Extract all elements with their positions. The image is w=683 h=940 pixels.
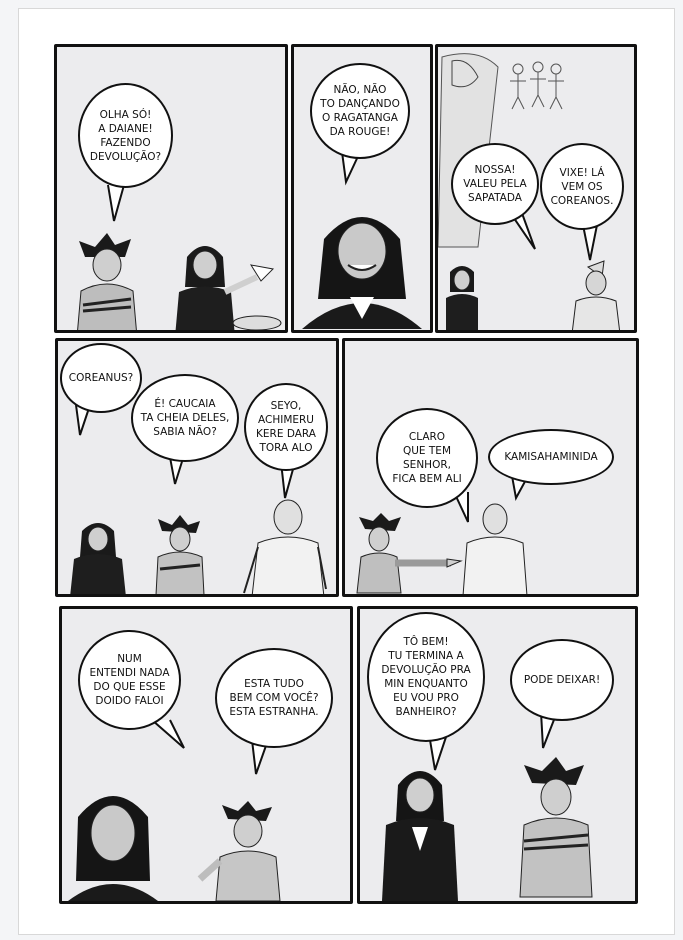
- speech-bubble: VIXE! LÁ VEM OS COREANOS.: [540, 143, 624, 230]
- speech-bubble: OLHA SÓ! A DAIANE! FAZENDO DEVOLUÇÃO?: [78, 83, 173, 188]
- bubble-tail: [148, 720, 188, 770]
- character-korean-man: [238, 497, 328, 597]
- character-daiane-holding-shoe: [165, 237, 285, 333]
- character-korean-man-arriving: [566, 259, 626, 333]
- character-boy-arms-crossed: [67, 227, 147, 333]
- speech-bubble: ESTA TUDO BEM COM VOCÊ? ESTA ESTRANHA.: [215, 648, 333, 748]
- panel-1: [54, 44, 288, 333]
- speech-bubble: PODE DEIXAR!: [510, 639, 614, 721]
- character-boy-shrugging: [194, 801, 304, 901]
- bubble-tail: [100, 185, 140, 235]
- speech-bubble: NÃO, NÃO TO DANÇANDO O RAGATANGA DA ROUGE!: [310, 63, 410, 159]
- character-daiane-small: [442, 262, 482, 332]
- speech-bubble: SEYO, ACHIMERU KERE DARA TORA ALO: [244, 383, 328, 471]
- speech-bubble: COREANUS?: [60, 343, 142, 413]
- speech-bubble: É! CAUCAIA TA CHEIA DELES, SABIA NÃO?: [131, 374, 239, 462]
- speech-bubble: CLARO QUE TEM SENHOR, FICA BEM ALI: [376, 408, 478, 508]
- character-daiane-standing: [68, 517, 128, 597]
- character-daiane-closeup: [302, 199, 422, 329]
- speech-bubble: KAMISAHAMINIDA: [488, 429, 614, 485]
- speech-bubble: NUM ENTENDI NADA DO QUE ESSE DOIDO FALOI: [78, 630, 181, 730]
- character-boy-pointing: [355, 513, 465, 593]
- speech-bubble: NOSSA! VALEU PELA SAPATADA: [451, 143, 539, 225]
- character-boy-arms-crossed: [150, 515, 210, 595]
- character-daiane-closeup: [68, 781, 158, 901]
- character-boy-arms-crossed: [510, 757, 600, 897]
- speech-bubble: TÔ BEM! TU TERMINA A DEVOLUÇÃO PRA MIN ENQUANTO EU VOU PRO BANHEIRO?: [367, 612, 485, 742]
- character-daiane-standing: [380, 761, 460, 901]
